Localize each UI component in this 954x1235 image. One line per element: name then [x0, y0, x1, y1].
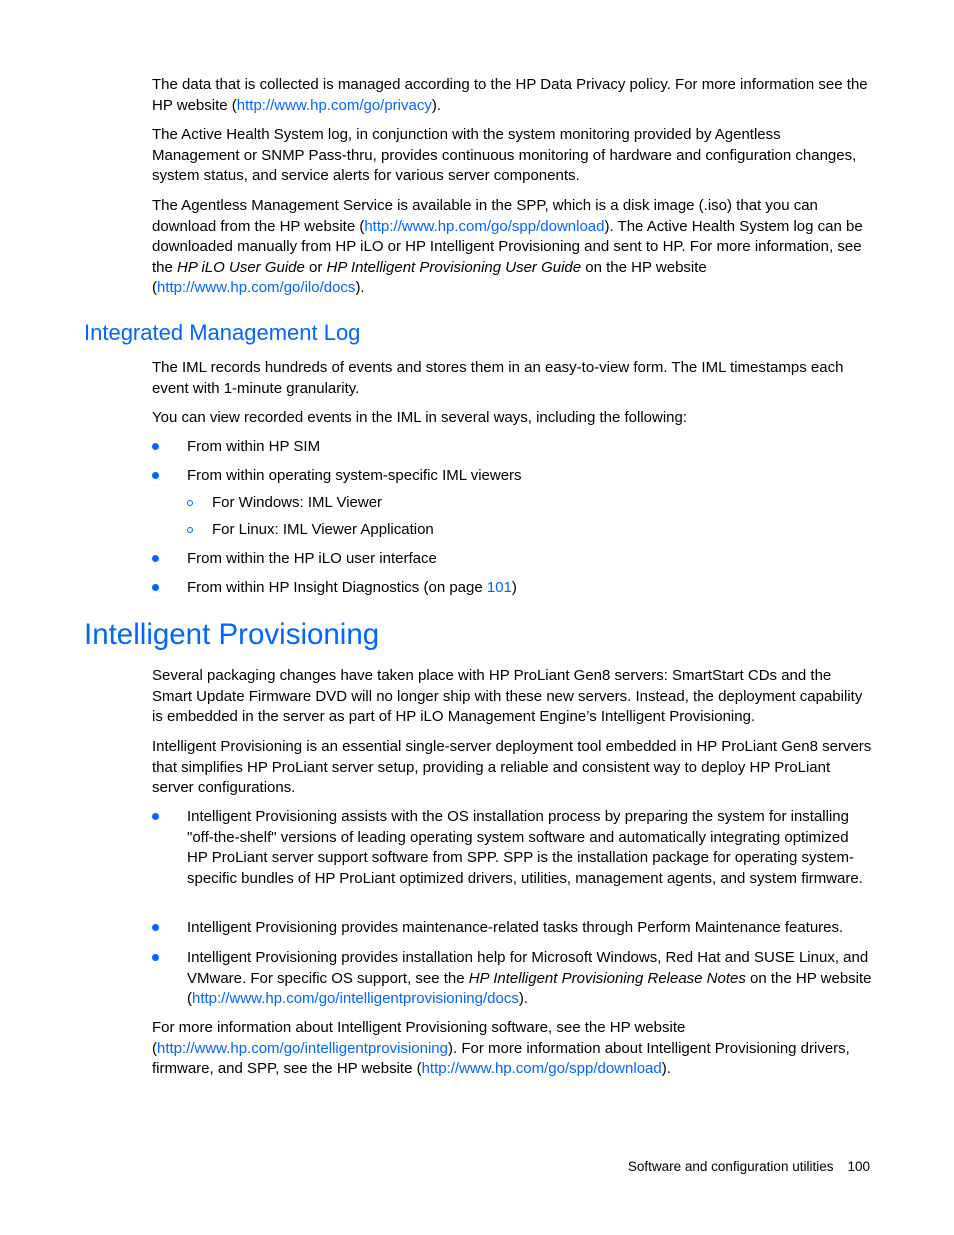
privacy-paragraph: The data that is collected is managed according to the HP Data Privacy policy. For more information see the HP website (http://www.hp.com/go/privacy). [152, 76, 868, 114]
packaging-paragraph: Several packaging changes have taken place with HP ProLiant Gen8 servers: SmartStart CDs and the Smart Update Firmware DVD will no longer ship with these new servers. Instead, the deployment capability is embedded in the server as part of HP iLO Management Engine’s Intelligent Provisioning. [152, 667, 863, 726]
bullet-icon [152, 472, 159, 479]
ip-docs-link[interactable]: http://www.hp.com/go/intelligentprovisioning/docs [192, 990, 519, 1008]
page-101-link[interactable]: 101 [486, 579, 512, 596]
ip-heading: Intelligent Provisioning [84, 618, 380, 651]
iml-heading: Integrated Management Log [84, 320, 361, 345]
iml-ways-paragraph: You can view recorded events in the IML in several ways, including the following: [152, 409, 688, 426]
iml-paragraph: The IML records hundreds of events and stores them in an easy-to-view form. The IML timestamps each event with 1-minute granularity. [152, 359, 844, 397]
privacy-link[interactable]: http://www.hp.com/go/privacy [236, 96, 432, 114]
document-page: The data that is collected is managed according to the HP Data Privacy policy. For more information see the HP website (http://www.hp.com/go/privacy). The Active Health System log, in conjunction with the system monitoring provided by Agentless Management or SNMP Pass-thru, provides continuous monitoring of hardware and configuration changes, system status, and service alerts for various server components. The Agentless Management Service is available in the SPP, which is a disk image (.iso) that you can download from the HP website (http://www.hp.com/go/spp/download). The Active Health System log can be downloaded manually from HP iLO or HP Intelligent Provisioning and sent to HP. For more information, see the HP iLO User Guide or HP Intelligent Provisioning User Guide on the HP website (http://www.hp.com/go/ilo/docs). Integrated Management Log The IML records hundreds of events and stores them in an easy-to-view form. The IML timestamps each event with 1-minute granularity. You can view recorded events in the IML in several ways, including the following: From within HP SIM From within operating system-specific IML viewers For Windows: IML Viewer For Linux: IML Viewer Application From within the HP iLO user interface From within HP Insight Diagnostics (on page 101) Intelligent Provisioning Several packaging changes have taken place with HP ProLiant Gen8 servers: SmartStart CDs and the Smart Update Firmware DVD will no longer ship with these new servers. Instead, the deployment capability is embedded in the server as part of HP iLO Management Engine’s Intelligent Provisioning. Intelligent Provisioning is an essential single-server deployment tool embedded in HP ProLiant Gen8 servers that simplifies HP ProLiant server setup, providing a reliable and consistent way to deploy HP ProLiant server configurations. Intelligent Provisioning assists with the OS installation process by preparing the system for installing "off-the-shelf" versions of leading operating system software and automatically integrating optimized HP ProLiant server support software from SPP. SPP is the installation package for operating system-specific bundles of HP ProLiant optimized drivers, utilities, management agents, and system firmware. Intelligent Provisioning provides maintenance-related tasks through Perform Maintenance features. Intelligent Provisioning provides installation help for Microsoft Windows, Red Hat and SUSE Linux, and VMware. For specific OS support, see the HP Intelligent Provisioning Release Notes on the HP website (http://www.hp.com/go/intelligentprovisioning/docs). For more information about Intelligent Provisioning software, see the HP website (http://www.hp.com/go/intelligentprovisioning). For more information about Intelligent Provisioning drivers, firmware, and SPP, see the HP website (http://www.hp.com/go/spp/download). Software and configuration utilities 100 [84, 76, 872, 1174]
ip-link[interactable]: http://www.hp.com/go/intelligentprovisioning [157, 1039, 448, 1057]
bullet-icon [152, 443, 159, 450]
bullet-icon [152, 924, 159, 931]
agentless-paragraph: The Agentless Management Service is available in the SPP, which is a disk image (.iso) that you can download from the HP website (http://www.hp.com/go/spp/download). The Active Health System log can be downloaded manually from HP iLO or HP Intelligent Provisioning and sent to HP. For more information, see the HP iLO User Guide or HP Intelligent Provisioning User Guide on the HP website (http://www.hp.com/go/ilo/docs). [152, 197, 863, 297]
ip-more-info-paragraph: For more information about Intelligent Provisioning software, see the HP website (http://www.hp.com/go/intelligentprovisioning). For more information about Intelligent Provisioning drivers, firmware, and SPP, see the HP website (http://www.hp.com/go/spp/download). [152, 1019, 850, 1078]
circle-bullet-icon [187, 500, 193, 506]
page-number: 100 [847, 1159, 870, 1174]
bullet-icon [152, 584, 159, 591]
footer-section-title: Software and configuration utilities [627, 1159, 834, 1174]
bullet-icon [152, 954, 159, 961]
ilo-docs-link[interactable]: http://www.hp.com/go/ilo/docs [157, 279, 356, 297]
spp-download-link-2[interactable]: http://www.hp.com/go/spp/download [421, 1060, 662, 1078]
ahs-log-paragraph: The Active Health System log, in conjunction with the system monitoring provided by Agentless Management or SNMP Pass-thru, provides continuous monitoring of hardware and configuration changes, system status, and service alerts for various server components. [152, 126, 857, 185]
ip-tool-paragraph: Intelligent Provisioning is an essential single-server deployment tool embedded in HP ProLiant Gen8 servers that simplifies HP ProLiant server setup, providing a reliable and consistent way to deploy HP ProLiant server configurations. [152, 738, 872, 797]
bullet-icon [152, 813, 159, 820]
circle-bullet-icon [187, 527, 193, 533]
bullet-icon [152, 555, 159, 562]
page-footer [628, 1158, 870, 1176]
spp-download-link[interactable]: http://www.hp.com/go/spp/download [364, 217, 605, 235]
